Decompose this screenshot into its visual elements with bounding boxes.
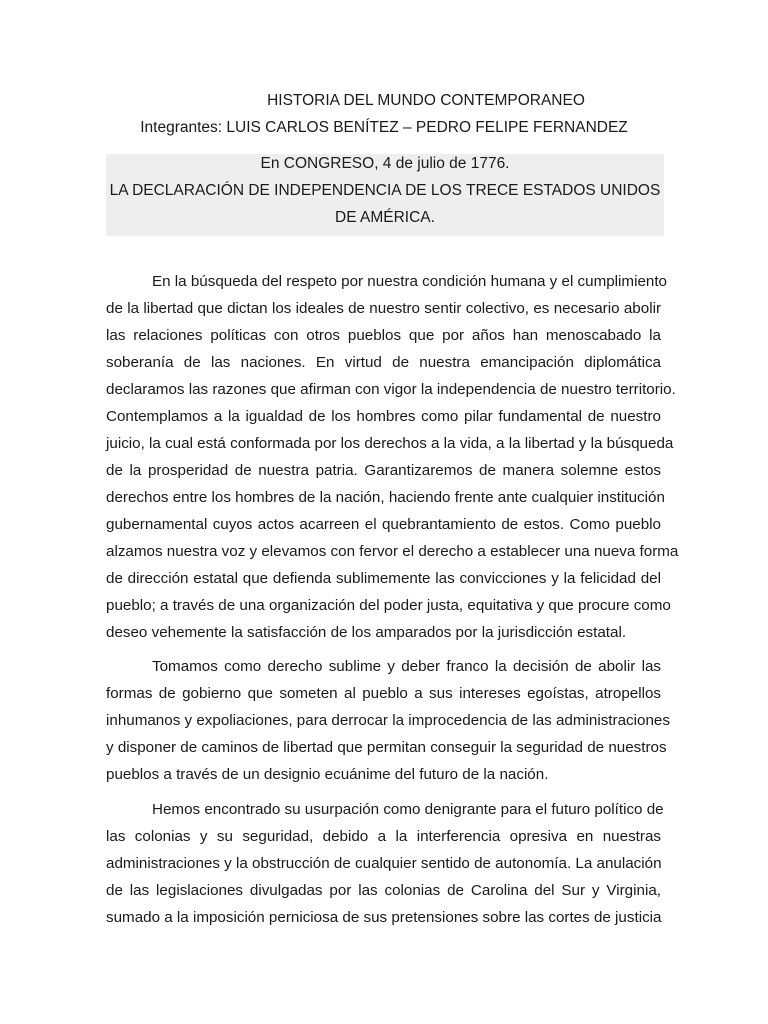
text-line: alzamos nuestra voz y elevamos con fervor el derecho a establecer una nueva forma bbox=[106, 543, 679, 560]
declaration-title-line-2: DE AMÉRICA. bbox=[335, 209, 435, 226]
text-line: pueblo; a través de una organización del poder justa, equitativa y que procure como bbox=[106, 597, 671, 614]
declaration-title-line-1: LA DECLARACIÓN DE INDEPENDENCIA DE LOS TRECE ESTADOS UNIDOS bbox=[109, 182, 661, 199]
text-line: declaramos las razones que afirman con vigor la independencia de nuestro territorio. bbox=[106, 381, 676, 398]
text-line: inhumanos y expoliaciones, para derrocar la improcedencia de las administraciones bbox=[106, 712, 670, 729]
text-line: juicio, la cual está conformada por los derechos a la vida, a la libertad y la búsqueda bbox=[106, 435, 674, 452]
congress-date-line: En CONGRESO, 4 de julio de 1776. bbox=[260, 155, 510, 172]
text-line: derechos entre los hombres de la nación, haciendo frente ante cualquier institución bbox=[106, 489, 665, 506]
text-line: Tomamos como derecho sublime y deber franco la decisión de abolir las bbox=[152, 658, 661, 675]
members-line: Integrantes: LUIS CARLOS BENÍTEZ – PEDRO FELIPE FERNANDEZ bbox=[140, 119, 628, 136]
text-line: las colonias y su seguridad, debido a la interferencia opresiva en nuestras bbox=[106, 828, 661, 845]
course-title: HISTORIA DEL MUNDO CONTEMPORANEO bbox=[267, 92, 585, 109]
text-line: las relaciones políticas con otros pueblos que por años han menoscabado la bbox=[106, 327, 661, 344]
text-line: formas de gobierno que someten al pueblo a sus intereses egoístas, atropellos bbox=[106, 685, 661, 702]
paragraph-2 bbox=[106, 653, 670, 788]
text-line: Contemplamos a la igualdad de los hombres como pilar fundamental de nuestro bbox=[106, 408, 661, 425]
text-line: de la libertad que dictan los ideales de nuestro sentir colectivo, es necesario abolir bbox=[106, 300, 661, 317]
text-line: Hemos encontrado su usurpación como denigrante para el futuro político de bbox=[152, 801, 664, 818]
text-line: administraciones y la obstrucción de cualquier sentido de autonomía. La anulación bbox=[106, 855, 662, 872]
text-line: soberanía de las naciones. En virtud de nuestra emancipación diplomática bbox=[106, 354, 661, 371]
text-line: En la búsqueda del respeto por nuestra condición humana y el cumplimiento bbox=[152, 273, 668, 290]
paragraph-3 bbox=[106, 796, 664, 931]
text-line: de dirección estatal que defienda sublimemente las convicciones y la felicidad del bbox=[106, 570, 661, 587]
text-line: de las legislaciones divulgadas por las colonias de Carolina del Sur y Virginia, bbox=[106, 882, 661, 899]
text-line: deseo vehemente la satisfacción de los amparados por la jurisdicción estatal. bbox=[106, 624, 627, 641]
declaration-title-box bbox=[106, 154, 664, 236]
text-line: de la prosperidad de nuestra patria. Garantizaremos de manera solemne estos bbox=[106, 462, 661, 479]
text-line: sumado a la imposición perniciosa de sus pretensiones sobre las cortes de justicia bbox=[106, 909, 662, 926]
text-line: y disponer de caminos de libertad que permitan conseguir la seguridad de nuestros bbox=[106, 739, 667, 756]
text-line: gubernamental cuyos actos acarreen el quebrantamiento de estos. Como pueblo bbox=[106, 516, 661, 533]
text-line: pueblos a través de un designio ecuánime del futuro de la nación. bbox=[106, 766, 549, 783]
paragraph-1 bbox=[106, 268, 679, 646]
